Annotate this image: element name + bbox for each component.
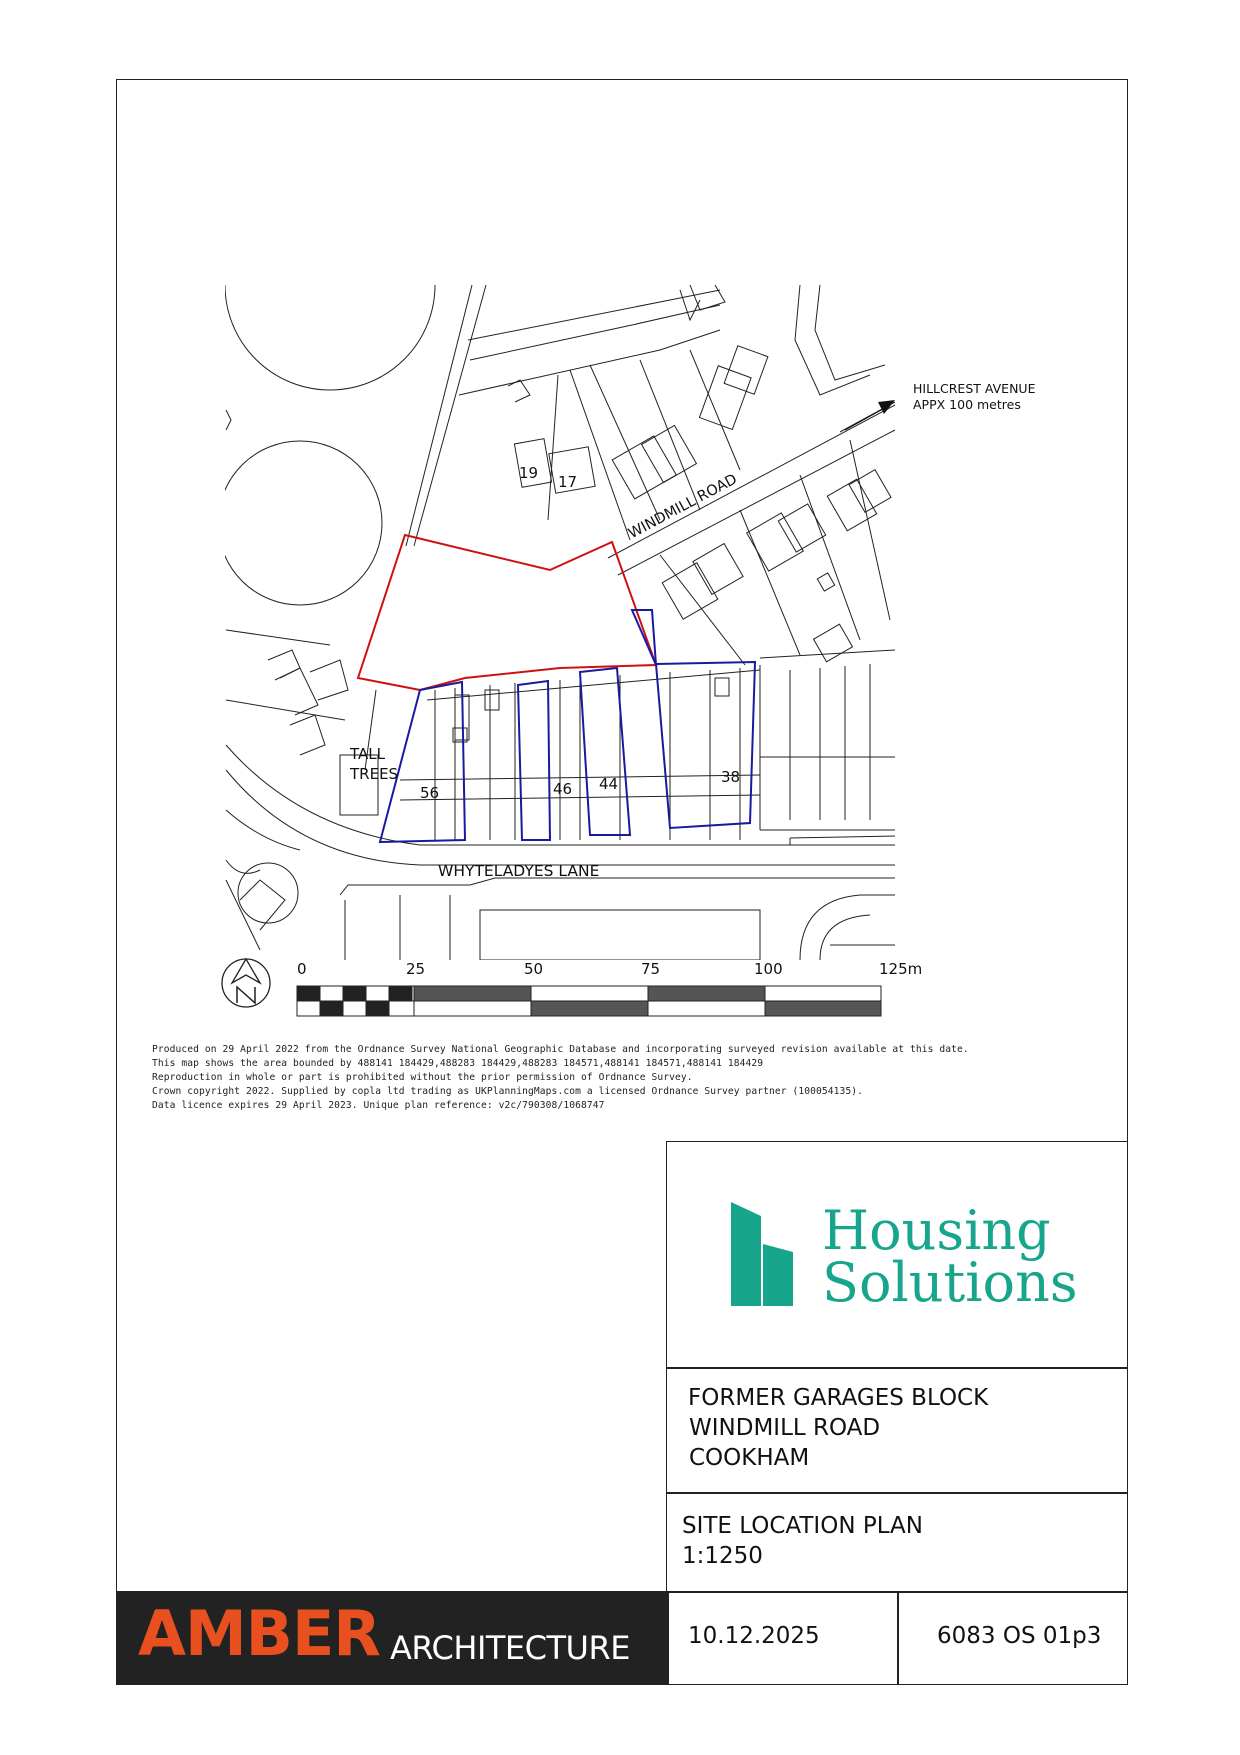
note-line: Reproduction in whole or part is prohibited without the prior permission of Ordnance Survey.	[152, 1072, 693, 1083]
scale-tick-100: 100	[754, 960, 783, 978]
scale-tick-50: 50	[524, 960, 544, 978]
scale-tick-125m: 125m	[879, 960, 923, 978]
hillcrest-label: HILLCREST AVENUE	[913, 381, 1036, 396]
site-boundary	[358, 535, 656, 690]
logo-line-solutions: Solutions	[822, 1251, 1078, 1314]
house-number-38: 38	[721, 768, 741, 786]
house-number-17: 17	[558, 473, 578, 491]
ownership-plot-56	[380, 682, 465, 842]
drawing-number-panel	[897, 1591, 1128, 1685]
whyteladyes-lane-label: WHYTELADYES LANE	[438, 862, 600, 880]
project-line-1: FORMER GARAGES BLOCK	[688, 1385, 989, 1411]
note-line: Crown copyright 2022. Supplied by copla ltd trading as UKPlanningMaps.com a licensed Ordnance Survey partner (100054135).	[152, 1086, 863, 1097]
field-circle-2	[218, 441, 382, 605]
ownership-plot-corner	[632, 610, 656, 665]
field-circle-1	[225, 180, 435, 390]
date-panel	[666, 1591, 899, 1685]
scale-bar	[297, 986, 881, 1016]
ownership-plot-44	[580, 668, 630, 835]
house-number-44: 44	[599, 775, 619, 793]
client-logo-panel	[666, 1141, 1128, 1369]
house-number-46: 46	[553, 780, 573, 798]
house-number-56: 56	[420, 784, 440, 802]
drawing-number: 6083 OS 01p3	[937, 1623, 1102, 1649]
drawing-title: SITE LOCATION PLAN	[682, 1513, 923, 1539]
tall-trees-label-2: TREES	[350, 765, 399, 783]
north-arrow-icon	[222, 959, 270, 1007]
hillcrest-distance-label: APPX 100 metres	[913, 397, 1021, 412]
drawing-title-panel	[666, 1492, 1128, 1593]
architect-name-amber: AMBER	[138, 1597, 381, 1670]
tall-trees-label-1: TALL	[350, 745, 385, 763]
note-line: Data licence expires 29 April 2023. Unique plan reference: v2c/790308/1068747	[152, 1100, 605, 1111]
windmill-road-label: WINDMILL ROAD	[626, 471, 740, 543]
direction-arrow-icon	[878, 400, 895, 414]
logo-line-housing: Housing	[822, 1199, 1051, 1262]
house-number-19: 19	[519, 464, 539, 482]
drawing-date: 10.12.2025	[688, 1623, 820, 1649]
note-line: This map shows the area bounded by 488141 184429,488283 184429,488283 184571,488141 184571,488141 184429	[152, 1058, 764, 1069]
architect-logo-panel	[116, 1591, 669, 1685]
scale-tick-75: 75	[641, 960, 661, 978]
project-line-3: COOKHAM	[689, 1445, 810, 1471]
architect-name-architecture: ARCHITECTURE	[390, 1629, 630, 1667]
housing-solutions-logo-icon	[731, 1202, 801, 1306]
ownership-plot-46	[518, 681, 550, 840]
project-panel	[666, 1367, 1128, 1494]
drawing-scale: 1:1250	[682, 1543, 763, 1569]
scale-tick-0: 0	[297, 960, 307, 978]
note-line: Produced on 29 April 2022 from the Ordnance Survey National Geographic Database and incorporating surveyed revision available at this date.	[152, 1044, 969, 1055]
copyright-notes	[152, 1043, 969, 1113]
scale-tick-25: 25	[406, 960, 426, 978]
project-line-2: WINDMILL ROAD	[689, 1415, 881, 1441]
